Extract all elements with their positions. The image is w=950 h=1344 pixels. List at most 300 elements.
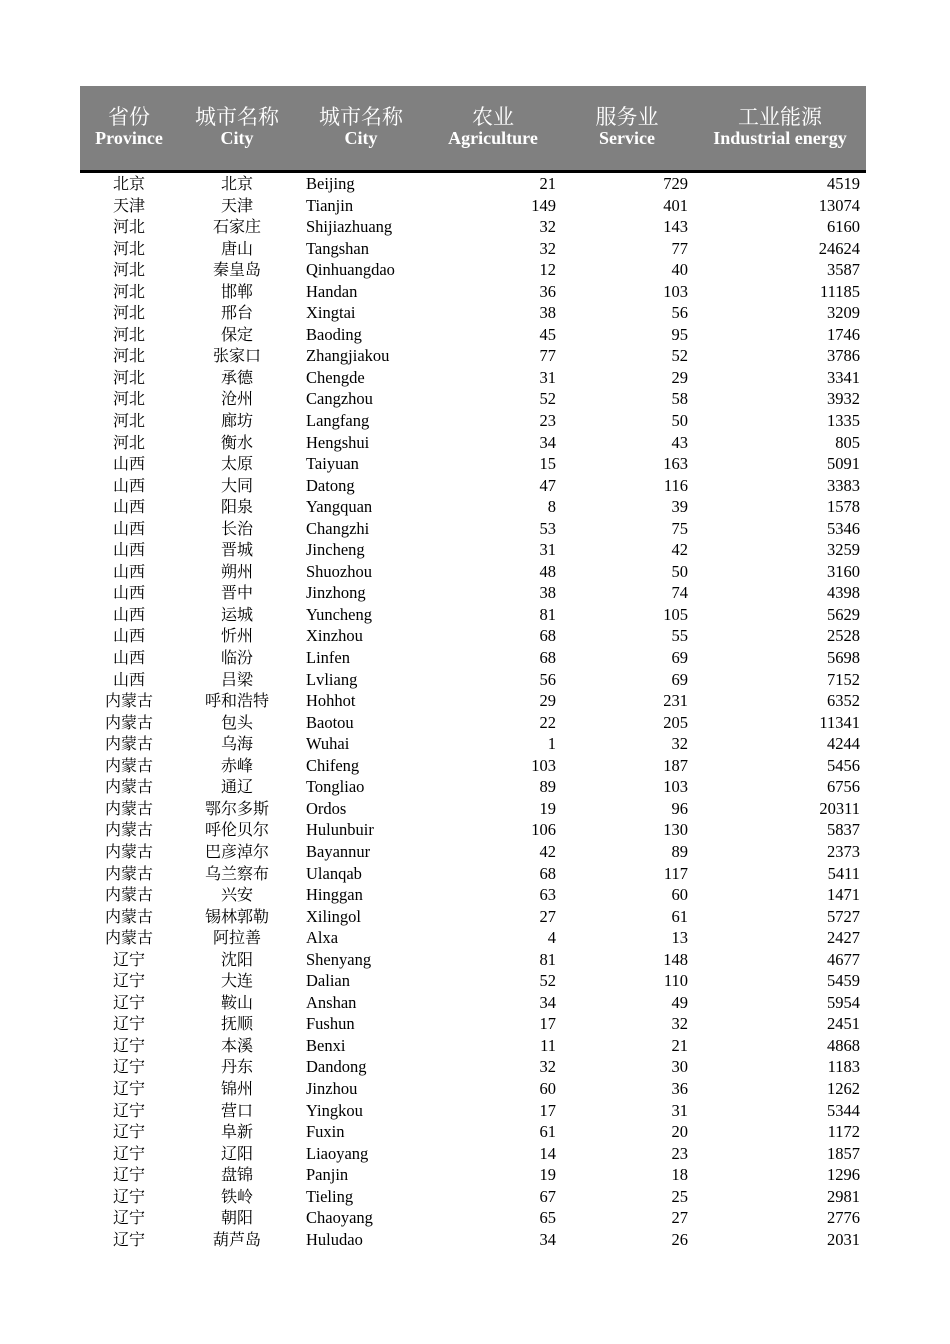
- cell-agriculture: 19: [539, 1165, 556, 1185]
- cell-agriculture: 77: [539, 346, 556, 366]
- cell-city-zh: 阿拉善: [212, 928, 261, 948]
- table-row: [80, 1013, 866, 1035]
- cell-city-en: Tieling: [306, 1186, 354, 1206]
- cell-province: 山西: [112, 604, 145, 624]
- cell-service: 96: [671, 798, 688, 818]
- cell-industrial-energy: 3932: [827, 389, 860, 409]
- cell-agriculture: 81: [539, 604, 556, 624]
- cell-industrial-energy: 5459: [827, 971, 860, 991]
- cell-agriculture: 68: [539, 863, 556, 883]
- cell-city-zh: 太原: [220, 454, 253, 474]
- cell-city-zh: 朔州: [220, 561, 253, 581]
- table-row: [80, 345, 866, 367]
- cell-province: 河北: [112, 324, 145, 344]
- table-header: [80, 86, 866, 173]
- cell-city-zh: 秦皇岛: [212, 260, 261, 280]
- table-row: [80, 1207, 866, 1229]
- cell-city-en: Shuozhou: [306, 561, 372, 581]
- cell-city-zh: 乌兰察布: [204, 863, 269, 883]
- cell-province: 河北: [112, 260, 145, 280]
- table-row: [80, 992, 866, 1014]
- cell-industrial-energy: 1296: [827, 1165, 860, 1185]
- cell-province: 辽宁: [112, 1208, 145, 1228]
- cell-city-en: Bayannur: [306, 841, 371, 861]
- header-agriculture: [426, 86, 560, 170]
- table-row: [80, 302, 866, 324]
- cell-city-en: Yuncheng: [306, 604, 372, 624]
- cell-city-en: Xinzhou: [306, 626, 363, 646]
- table-row: [80, 496, 866, 518]
- cell-service: 52: [671, 346, 688, 366]
- cell-city-en: Panjin: [306, 1165, 349, 1185]
- cell-city-en: Tianjin: [306, 195, 354, 215]
- cell-city-en: Shijiazhuang: [306, 217, 393, 237]
- header-city2-zh: 城市名称: [319, 105, 403, 129]
- cell-service: 58: [671, 389, 688, 409]
- cell-city-zh: 丹东: [220, 1057, 253, 1077]
- cell-service: 103: [663, 281, 688, 301]
- cell-province: 辽宁: [112, 1229, 145, 1249]
- cell-city-zh: 晋城: [220, 540, 253, 560]
- data-table: [80, 86, 866, 1250]
- cell-city-zh: 天津: [220, 195, 253, 215]
- cell-province: 辽宁: [112, 1078, 145, 1098]
- cell-city-en: Yingkou: [306, 1100, 363, 1120]
- cell-province: 北京: [112, 174, 145, 193]
- table-row: [80, 1100, 866, 1122]
- cell-agriculture: 67: [539, 1186, 556, 1206]
- cell-city-en: Langfang: [306, 411, 370, 431]
- cell-industrial-energy: 805: [835, 432, 860, 452]
- cell-service: 69: [671, 669, 688, 689]
- cell-city-en: Alxa: [306, 928, 339, 948]
- cell-province: 辽宁: [112, 1186, 145, 1206]
- cell-city-en: Huludao: [306, 1229, 363, 1249]
- cell-city-zh: 巴彦淖尔: [204, 841, 269, 861]
- cell-province: 天津: [112, 195, 145, 215]
- cell-city-zh: 鞍山: [220, 992, 253, 1012]
- table-row: [80, 1035, 866, 1057]
- cell-city-en: Xingtai: [306, 303, 356, 323]
- cell-agriculture: 32: [539, 1057, 556, 1077]
- cell-service: 205: [663, 712, 688, 732]
- cell-city-en: Tongliao: [306, 777, 365, 797]
- cell-city-zh: 乌海: [220, 734, 253, 754]
- cell-province: 山西: [112, 626, 145, 646]
- cell-agriculture: 31: [539, 367, 556, 387]
- cell-agriculture: 65: [539, 1208, 556, 1228]
- cell-province: 内蒙古: [104, 841, 153, 861]
- header-province: [80, 86, 178, 170]
- table-row: [80, 604, 866, 626]
- cell-province: 内蒙古: [104, 820, 153, 840]
- table-row: [80, 755, 866, 777]
- cell-city-zh: 沧州: [220, 389, 253, 409]
- cell-industrial-energy: 3587: [827, 260, 860, 280]
- table-row: [80, 906, 866, 928]
- cell-industrial-energy: 5727: [827, 906, 860, 926]
- cell-service: 163: [663, 454, 688, 474]
- table-row: [80, 690, 866, 712]
- cell-agriculture: 47: [539, 475, 556, 495]
- cell-province: 内蒙古: [104, 798, 153, 818]
- cell-agriculture: 53: [539, 518, 556, 538]
- header-industrial-energy: [694, 86, 866, 170]
- cell-city-en: Linfen: [306, 648, 350, 668]
- cell-city-en: Ordos: [306, 798, 347, 818]
- table-row: [80, 798, 866, 820]
- cell-city-en: Xilingol: [306, 906, 362, 926]
- cell-city-en: Yangquan: [306, 497, 373, 517]
- cell-province: 辽宁: [112, 1165, 145, 1185]
- cell-city-zh: 保定: [220, 324, 253, 344]
- cell-agriculture: 29: [539, 691, 556, 711]
- cell-agriculture: 106: [531, 820, 556, 840]
- cell-industrial-energy: 2427: [827, 928, 860, 948]
- cell-city-zh: 石家庄: [212, 217, 261, 237]
- cell-city-zh: 兴安: [220, 885, 253, 905]
- table-row: [80, 841, 866, 863]
- cell-city-en: Taiyuan: [306, 454, 359, 474]
- cell-province: 河北: [112, 217, 145, 237]
- table-row: [80, 949, 866, 971]
- cell-province: 辽宁: [112, 971, 145, 991]
- cell-agriculture: 12: [539, 260, 556, 280]
- cell-city-zh: 衡水: [220, 432, 253, 452]
- cell-province: 河北: [112, 367, 145, 387]
- cell-province: 辽宁: [112, 949, 145, 969]
- cell-industrial-energy: 3786: [827, 346, 860, 366]
- cell-service: 56: [671, 303, 688, 323]
- cell-industrial-energy: 2451: [827, 1014, 860, 1034]
- table-row: [80, 733, 866, 755]
- cell-industrial-energy: 5411: [827, 863, 860, 883]
- cell-province: 河北: [112, 432, 145, 452]
- cell-industrial-energy: 6352: [827, 691, 860, 711]
- table-row: [80, 324, 866, 346]
- cell-agriculture: 38: [539, 303, 556, 323]
- cell-service: 13: [671, 928, 688, 948]
- cell-industrial-energy: 11341: [819, 712, 860, 732]
- cell-city-zh: 大连: [220, 971, 253, 991]
- cell-city-en: Wuhai: [306, 734, 350, 754]
- cell-city-zh: 吕梁: [220, 669, 253, 689]
- cell-province: 河北: [112, 303, 145, 323]
- cell-city-zh: 通辽: [220, 777, 253, 797]
- cell-industrial-energy: 1172: [827, 1122, 860, 1142]
- cell-service: 77: [671, 238, 688, 258]
- cell-service: 26: [671, 1229, 688, 1249]
- cell-city-zh: 朝阳: [220, 1208, 253, 1228]
- cell-agriculture: 60: [539, 1078, 556, 1098]
- cell-industrial-energy: 5698: [827, 648, 860, 668]
- cell-city-zh: 临汾: [220, 648, 253, 668]
- cell-agriculture: 52: [539, 971, 556, 991]
- cell-province: 辽宁: [112, 1035, 145, 1055]
- cell-province: 内蒙古: [104, 691, 153, 711]
- cell-city-en: Jinzhong: [306, 583, 366, 603]
- cell-service: 23: [671, 1143, 688, 1163]
- cell-service: 31: [671, 1100, 688, 1120]
- cell-industrial-energy: 3259: [827, 540, 860, 560]
- cell-city-zh: 抚顺: [220, 1014, 253, 1034]
- cell-industrial-energy: 5954: [827, 992, 860, 1012]
- cell-city-en: Qinhuangdao: [306, 260, 395, 280]
- cell-service: 117: [663, 863, 688, 883]
- cell-agriculture: 63: [539, 885, 556, 905]
- cell-service: 148: [663, 949, 688, 969]
- cell-service: 25: [671, 1186, 688, 1206]
- cell-agriculture: 23: [539, 411, 556, 431]
- table-row: [80, 863, 866, 885]
- table-row: [80, 195, 866, 217]
- cell-industrial-energy: 4398: [827, 583, 860, 603]
- cell-agriculture: 17: [539, 1014, 556, 1034]
- table-row: [80, 432, 866, 454]
- cell-service: 43: [671, 432, 688, 452]
- cell-city-en: Chaoyang: [306, 1208, 373, 1228]
- table-row: [80, 475, 866, 497]
- cell-service: 30: [671, 1057, 688, 1077]
- cell-city-zh: 邯郸: [220, 281, 253, 301]
- cell-city-zh: 包头: [220, 712, 253, 732]
- table-row: [80, 410, 866, 432]
- header-city-en: City: [220, 128, 254, 148]
- cell-city-en: Handan: [306, 281, 358, 301]
- cell-industrial-energy: 3341: [827, 367, 860, 387]
- cell-province: 山西: [112, 561, 145, 581]
- cell-city-zh: 呼伦贝尔: [204, 820, 269, 840]
- cell-industrial-energy: 4677: [827, 949, 860, 969]
- cell-city-en: Changzhi: [306, 518, 370, 538]
- cell-service: 55: [671, 626, 688, 646]
- cell-province: 内蒙古: [104, 755, 153, 775]
- cell-city-zh: 铁岭: [220, 1186, 253, 1206]
- cell-industrial-energy: 1262: [827, 1078, 860, 1098]
- cell-industrial-energy: 2373: [827, 841, 860, 861]
- cell-agriculture: 11: [540, 1035, 556, 1055]
- cell-city-zh: 赤峰: [220, 755, 253, 775]
- table-row: [80, 1056, 866, 1078]
- cell-province: 内蒙古: [104, 906, 153, 926]
- cell-city-zh: 辽阳: [220, 1143, 253, 1163]
- cell-industrial-energy: 4868: [827, 1035, 860, 1055]
- cell-agriculture: 68: [539, 626, 556, 646]
- cell-city-en: Hulunbuir: [306, 820, 374, 840]
- cell-city-en: Hinggan: [306, 885, 363, 905]
- cell-city-zh: 长治: [220, 518, 253, 538]
- cell-service: 27: [671, 1208, 688, 1228]
- cell-city-zh: 忻州: [220, 626, 253, 646]
- cell-agriculture: 15: [539, 454, 556, 474]
- cell-city-zh: 北京: [220, 174, 253, 193]
- cell-agriculture: 8: [547, 497, 556, 517]
- cell-city-zh: 阜新: [220, 1122, 253, 1142]
- cell-industrial-energy: 7152: [827, 669, 860, 689]
- table-row: [80, 388, 866, 410]
- cell-service: 729: [663, 174, 688, 193]
- cell-agriculture: 68: [539, 648, 556, 668]
- cell-service: 401: [663, 195, 688, 215]
- cell-service: 60: [671, 885, 688, 905]
- cell-service: 130: [663, 820, 688, 840]
- cell-industrial-energy: 4519: [827, 174, 860, 193]
- cell-province: 河北: [112, 411, 145, 431]
- cell-city-en: Ulanqab: [306, 863, 362, 883]
- header-agriculture-zh: 农业: [472, 105, 514, 129]
- cell-service: 95: [671, 324, 688, 344]
- cell-city-zh: 呼和浩特: [204, 691, 269, 711]
- cell-industrial-energy: 2031: [827, 1229, 860, 1249]
- header-industrial-energy-en: Industrial energy: [713, 128, 847, 148]
- cell-province: 内蒙古: [104, 885, 153, 905]
- cell-service: 20: [671, 1122, 688, 1142]
- cell-province: 山西: [112, 648, 145, 668]
- cell-industrial-energy: 2528: [827, 626, 860, 646]
- cell-province: 辽宁: [112, 1057, 145, 1077]
- cell-industrial-energy: 2776: [827, 1208, 860, 1228]
- header-city-zh: 城市名称: [195, 105, 279, 129]
- cell-industrial-energy: 6756: [827, 777, 860, 797]
- cell-industrial-energy: 1183: [827, 1057, 860, 1077]
- cell-industrial-energy: 5629: [827, 604, 860, 624]
- cell-service: 40: [671, 260, 688, 280]
- cell-agriculture: 34: [539, 432, 556, 452]
- cell-industrial-energy: 5837: [827, 820, 860, 840]
- cell-service: 49: [671, 992, 688, 1012]
- table-row: [80, 238, 866, 260]
- cell-industrial-energy: 5456: [827, 755, 860, 775]
- cell-province: 内蒙古: [104, 712, 153, 732]
- cell-agriculture: 31: [539, 540, 556, 560]
- cell-city-en: Fushun: [306, 1014, 355, 1034]
- cell-province: 内蒙古: [104, 777, 153, 797]
- header-service-zh: 服务业: [595, 105, 659, 129]
- cell-province: 河北: [112, 346, 145, 366]
- table-row: [80, 819, 866, 841]
- cell-city-en: Fuxin: [306, 1122, 345, 1142]
- cell-city-en: Zhangjiakou: [306, 346, 390, 366]
- cell-service: 143: [663, 217, 688, 237]
- cell-industrial-energy: 3209: [827, 303, 860, 323]
- cell-province: 山西: [112, 475, 145, 495]
- cell-city-zh: 廊坊: [220, 411, 253, 431]
- cell-province: 山西: [112, 669, 145, 689]
- header-city-en-col: [296, 86, 426, 170]
- cell-city-en: Hohhot: [306, 691, 356, 711]
- cell-city-zh: 运城: [220, 604, 253, 624]
- table-row: [80, 1121, 866, 1143]
- table-row: [80, 1164, 866, 1186]
- table-row: [80, 216, 866, 238]
- cell-agriculture: 1: [547, 734, 556, 754]
- cell-industrial-energy: 4244: [827, 734, 860, 754]
- cell-province: 内蒙古: [104, 928, 153, 948]
- cell-agriculture: 14: [539, 1143, 556, 1163]
- cell-province: 内蒙古: [104, 734, 153, 754]
- cell-agriculture: 56: [539, 669, 556, 689]
- cell-industrial-energy: 5091: [827, 454, 860, 474]
- cell-city-zh: 晋中: [220, 583, 253, 603]
- cell-agriculture: 34: [539, 992, 556, 1012]
- cell-province: 辽宁: [112, 1143, 145, 1163]
- table-row: [80, 281, 866, 303]
- table-row: [80, 561, 866, 583]
- cell-city-en: Chengde: [306, 367, 365, 387]
- cell-agriculture: 81: [539, 949, 556, 969]
- table-row: [80, 776, 866, 798]
- cell-province: 山西: [112, 540, 145, 560]
- table-row: [80, 884, 866, 906]
- cell-city-zh: 锡林郭勒: [204, 906, 269, 926]
- cell-industrial-energy: 1746: [827, 324, 860, 344]
- cell-service: 231: [663, 691, 688, 711]
- cell-city-en: Beijing: [306, 174, 355, 193]
- table-body: [80, 173, 866, 1250]
- cell-service: 50: [671, 561, 688, 581]
- header-industrial-energy-zh: 工业能源: [738, 105, 822, 129]
- cell-agriculture: 45: [539, 324, 556, 344]
- cell-service: 39: [671, 497, 688, 517]
- cell-industrial-energy: 5344: [827, 1100, 860, 1120]
- table-row: [80, 970, 866, 992]
- table-row: [80, 1143, 866, 1165]
- cell-city-en: Baoding: [306, 324, 362, 344]
- cell-service: 89: [671, 841, 688, 861]
- cell-agriculture: 32: [539, 238, 556, 258]
- cell-province: 山西: [112, 518, 145, 538]
- header-city2-en: City: [344, 128, 378, 148]
- table-row: [80, 539, 866, 561]
- cell-industrial-energy: 20311: [819, 798, 860, 818]
- cell-province: 山西: [112, 497, 145, 517]
- cell-city-zh: 葫芦岛: [212, 1229, 261, 1249]
- cell-service: 18: [671, 1165, 688, 1185]
- cell-industrial-energy: 3160: [827, 561, 860, 581]
- cell-industrial-energy: 13074: [818, 195, 860, 215]
- cell-agriculture: 4: [547, 928, 556, 948]
- cell-city-en: Lvliang: [306, 669, 358, 689]
- cell-city-zh: 锦州: [220, 1078, 253, 1098]
- table-row: [80, 647, 866, 669]
- cell-service: 42: [671, 540, 688, 560]
- cell-province: 辽宁: [112, 992, 145, 1012]
- cell-city-en: Hengshui: [306, 432, 370, 452]
- cell-city-en: Jincheng: [306, 540, 365, 560]
- cell-service: 21: [671, 1035, 688, 1055]
- cell-agriculture: 17: [539, 1100, 556, 1120]
- cell-city-zh: 鄂尔多斯: [204, 798, 269, 818]
- cell-service: 116: [663, 475, 688, 495]
- cell-city-zh: 大同: [220, 475, 253, 495]
- header-agriculture-en: Agriculture: [448, 128, 538, 148]
- cell-service: 103: [663, 777, 688, 797]
- header-province-en: Province: [95, 128, 163, 148]
- cell-city-zh: 张家口: [212, 346, 261, 366]
- cell-service: 69: [671, 648, 688, 668]
- cell-service: 32: [671, 734, 688, 754]
- cell-agriculture: 149: [531, 195, 556, 215]
- cell-agriculture: 52: [539, 389, 556, 409]
- cell-city-en: Dandong: [306, 1057, 367, 1077]
- cell-city-en: Baotou: [306, 712, 354, 732]
- table-row: [80, 1229, 866, 1251]
- cell-agriculture: 36: [539, 281, 556, 301]
- header-service-en: Service: [599, 128, 655, 148]
- cell-agriculture: 61: [539, 1122, 556, 1142]
- cell-service: 187: [663, 755, 688, 775]
- cell-agriculture: 22: [539, 712, 556, 732]
